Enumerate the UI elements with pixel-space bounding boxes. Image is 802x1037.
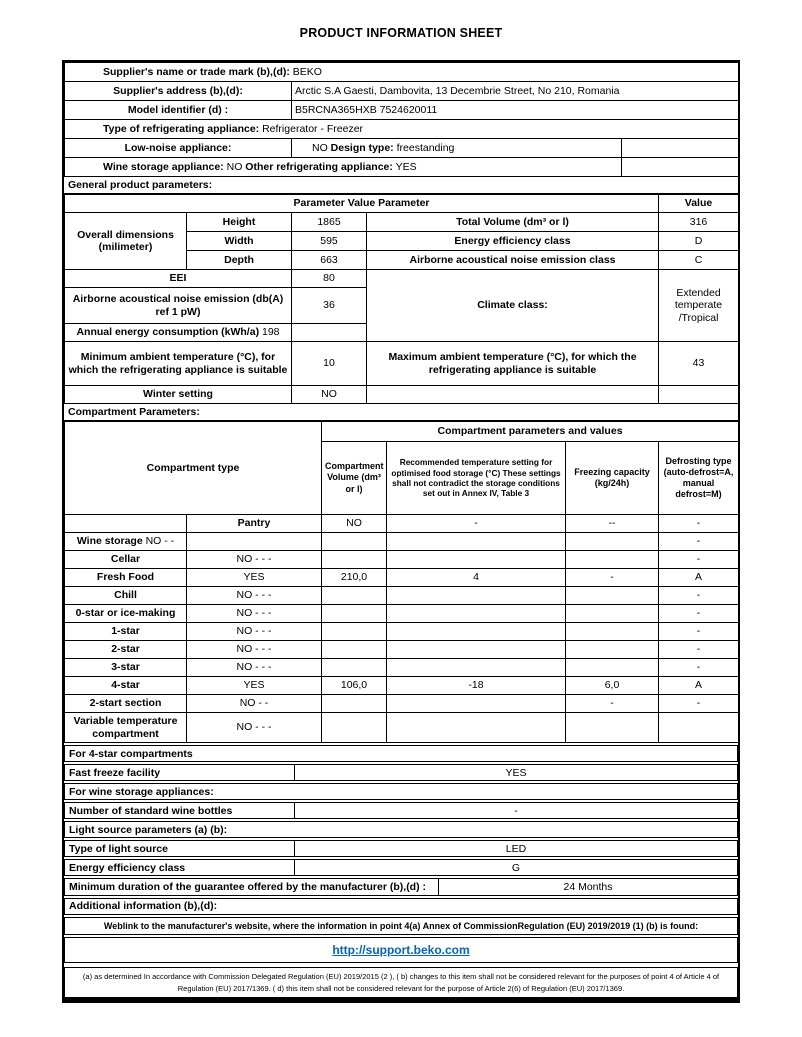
compartment-freezing (566, 605, 659, 623)
compartment-volume: 210,0 (322, 569, 387, 587)
wine-bottles-value: - (514, 804, 518, 817)
compartment-volume: 106,0 (322, 677, 387, 695)
compartment-group-header: Compartment parameters and values (322, 422, 739, 442)
compartment-volume-header: Compartment Volume (dm³ or l) (322, 442, 387, 515)
product-sheet (62, 60, 740, 1003)
model-identifier-row (65, 101, 739, 120)
compartment-row-wine-storage (65, 533, 739, 551)
design-type-label: Design type: (330, 141, 394, 154)
annual-energy-value: 198 (261, 326, 280, 339)
compartment-freezing: 6,0 (566, 677, 659, 695)
supplier-address-value: Arctic S.A Gaesti, Dambovita, 13 Decembrie Street, No 210, Romania (292, 82, 739, 101)
compartment-freezing (566, 713, 659, 743)
compartment-temp: 4 (387, 569, 566, 587)
compartment-flag (187, 533, 322, 551)
general-header-row (65, 195, 739, 213)
compartment-freezing (566, 623, 659, 641)
compartment-freezing (566, 533, 659, 551)
width-value: 595 (292, 232, 367, 251)
compartment-defrost: - (659, 533, 739, 551)
compartment-defrost (659, 713, 739, 743)
eei-row (65, 270, 739, 288)
compartment-flag: NO - - - (187, 605, 322, 623)
ambient-temperature-row (65, 342, 739, 386)
compartment-freezing (566, 659, 659, 677)
compartment-volume (322, 659, 387, 677)
supplier-name-row (65, 63, 739, 82)
appliance-type-cell (65, 120, 739, 139)
eei-label: EEI (65, 270, 292, 288)
width-label: Width (187, 232, 292, 251)
compartment-name: Chill (65, 587, 187, 605)
page-title: PRODUCT INFORMATION SHEET (299, 26, 503, 40)
supplier-name-value: BEKO (292, 65, 322, 78)
weblink-text-row (64, 917, 738, 935)
compartment-temp: - (387, 515, 566, 533)
compartment-flag: NO - - - (187, 551, 322, 569)
four-star-section-row (64, 745, 738, 762)
compartment-volume (322, 587, 387, 605)
appliance-type-label: Type of refrigerating appliance: (103, 122, 260, 135)
compartment-volume: NO (322, 515, 387, 533)
supplier-address-row (65, 82, 739, 101)
winter-setting-row (65, 386, 739, 404)
compartment-temp (387, 659, 566, 677)
compartment-row-variable-temp (65, 713, 739, 743)
annual-energy-label: Annual energy consumption (kWh/a) (76, 326, 260, 339)
compartment-temp (387, 695, 566, 713)
compartment-flag: NO - - - (187, 641, 322, 659)
compartment-defrost: - (659, 605, 739, 623)
compartment-freezing (566, 551, 659, 569)
compartment-name: 2-start section (65, 695, 187, 713)
wine-section-row (64, 783, 738, 800)
compartment-volume (322, 695, 387, 713)
climate-class-label: Climate class: (367, 270, 659, 342)
compartment-volume (322, 551, 387, 569)
empty-cell (622, 158, 739, 177)
max-ambient-temp-value: 43 (659, 342, 739, 386)
model-identifier-label: Model identifier (d) : (65, 101, 292, 120)
max-ambient-temp-label: Maximum ambient temperature (°C), for which the refrigerating appliance is suitable (367, 342, 659, 386)
compartment-temp (387, 533, 566, 551)
other-appliance-label: Other refrigerating appliance: (245, 160, 393, 173)
compartment-flag: Pantry (187, 515, 322, 533)
compartment-defrost: - (659, 587, 739, 605)
low-noise-value-cell (292, 139, 622, 158)
compartment-temp: -18 (387, 677, 566, 695)
compartment-row-chill (65, 587, 739, 605)
compartment-name: 1-star (65, 623, 187, 641)
fast-freeze-label: Fast freeze facility (65, 765, 295, 780)
light-section-row (64, 821, 738, 838)
compartment-row-2-start-section (65, 695, 739, 713)
compartment-row-4-star (65, 677, 739, 695)
weblink-text: Weblink to the manufacturer's website, where the information in point 4(a) Annex of CommissionRegulation (EU) 2019/2019 (1) (b) is found: (103, 920, 699, 931)
compartment-name: 2-star (65, 641, 187, 659)
compartment-row-2-star (65, 641, 739, 659)
footnote: (a) as determined In accordance with Commission Delegated Regulation (EU) 2019/2015 (2 ), ( b) changes to this item shall not be considered relevant for the purposes of point 4 of Article 4 of Regulation (EU) 2017/1369. ( d) this item shall not be considered relevant for the purpose of Article 2(6) of Regulation (EU) 2017/1369. (64, 967, 738, 998)
acoustic-noise-label: Airborne acoustical noise emission (db(A) ref 1 pW) (65, 288, 292, 324)
compartment-temp (387, 587, 566, 605)
compartment-defrost: A (659, 677, 739, 695)
compartment-row-3-star (65, 659, 739, 677)
compartment-name-label: Wine storage (76, 535, 143, 548)
compartment-row-0-star (65, 605, 739, 623)
compartment-defrost: - (659, 695, 739, 713)
compartment-freezing: - (566, 569, 659, 587)
freezing-capacity-header: Freezing capacity (kg/24h) (566, 442, 659, 515)
light-class-row (64, 859, 738, 876)
compartment-name (65, 515, 187, 533)
empty-cell (367, 386, 659, 404)
total-volume-label: Total Volume (dm³ or l) (367, 213, 659, 232)
compartment-name: Cellar (65, 551, 187, 569)
design-type-value: freestanding (396, 141, 455, 154)
compartment-row-cellar (65, 551, 739, 569)
compartment-temp (387, 713, 566, 743)
light-type-row (64, 840, 738, 857)
height-label: Height (187, 213, 292, 232)
supplier-address-label: Supplier's address (b),(d): (65, 82, 292, 101)
weblink-row (64, 937, 738, 963)
wine-storage-label: Wine storage appliance: (103, 160, 224, 173)
compartment-defrost: - (659, 515, 739, 533)
empty-cell (659, 386, 739, 404)
appliance-type-value: Refrigerator - Freezer (262, 122, 364, 135)
fast-freeze-value: YES (505, 766, 527, 779)
compartment-name (65, 533, 187, 551)
depth-value: 663 (292, 251, 367, 270)
low-noise-row (65, 139, 739, 158)
energy-class-value: D (659, 232, 739, 251)
compartment-name: 3-star (65, 659, 187, 677)
compartment-volume (322, 641, 387, 659)
compartment-row-pantry (65, 515, 739, 533)
four-star-section-title: For 4-star compartments (69, 747, 193, 760)
compartment-row-fresh-food (65, 569, 739, 587)
compartment-defrost: A (659, 569, 739, 587)
compartment-temp-header: Recommended temperature setting for optimised food storage (°C) These settings shall not contradict the storage conditions set out in Annex IV, Table 3 (387, 442, 566, 515)
compartment-flag: NO - - - (187, 713, 322, 743)
total-volume-value: 316 (659, 213, 739, 232)
light-type-value: LED (505, 842, 527, 855)
compartment-name: 0-star or ice-making (65, 605, 187, 623)
compartment-flag: NO - - - (187, 623, 322, 641)
appliance-type-row (65, 120, 739, 139)
compartment-freezing (566, 641, 659, 659)
compartment-volume (322, 605, 387, 623)
min-ambient-temp-value: 10 (292, 342, 367, 386)
compartment-section-title: Compartment Parameters: (64, 404, 738, 421)
compartment-freezing: - (566, 695, 659, 713)
supplier-name-cell (65, 63, 739, 82)
compartment-freezing: -- (566, 515, 659, 533)
wine-bottles-label: Number of standard wine bottles (65, 803, 295, 818)
annual-energy-cell (65, 324, 292, 342)
light-section-title: Light source parameters (a) (b): (69, 823, 228, 836)
light-class-value: G (511, 861, 521, 874)
empty-cell (622, 139, 739, 158)
fast-freeze-row (64, 764, 738, 781)
compartment-defrost: - (659, 623, 739, 641)
low-noise-label: Low-noise appliance: (65, 139, 292, 158)
additional-info-title: Additional information (b),(d): (69, 900, 218, 912)
compartment-volume (322, 533, 387, 551)
empty-cell (292, 324, 367, 342)
compartment-defrost: - (659, 641, 739, 659)
compartment-flag: YES (187, 569, 322, 587)
winter-setting-label: Winter setting (65, 386, 292, 404)
additional-info-row (64, 898, 738, 915)
guarantee-label: Minimum duration of the guarantee offered by the manufacturer (b),(d) : (65, 879, 439, 894)
winter-setting-value: NO (292, 386, 367, 404)
compartment-name: Variable temperature compartment (65, 713, 187, 743)
compartment-temp (387, 623, 566, 641)
compartment-header-row-1 (65, 422, 739, 442)
compartment-name: Fresh Food (65, 569, 187, 587)
compartment-row-1-star (65, 623, 739, 641)
supplier-name-label: Supplier's name or trade mark (b),(d): (103, 65, 290, 78)
compartment-defrost: - (659, 551, 739, 569)
value-header: Value (659, 195, 739, 213)
compartment-flag: NO - - - (187, 587, 322, 605)
min-ambient-temp-label: Minimum ambient temperature (°C), for which the refrigerating appliance is suitable (65, 342, 292, 386)
wine-section-title: For wine storage appliances: (69, 785, 214, 798)
compartment-freezing (566, 587, 659, 605)
compartment-volume (322, 713, 387, 743)
compartment-temp (387, 551, 566, 569)
light-class-label: Energy efficiency class (65, 860, 295, 875)
energy-class-label: Energy efficiency class (367, 232, 659, 251)
depth-label: Depth (187, 251, 292, 270)
light-type-label: Type of light source (65, 841, 295, 856)
compartment-volume (322, 623, 387, 641)
overall-dimensions-label: Overall dimensions (milimeter) (65, 213, 187, 270)
general-section-title: General product parameters: (64, 177, 738, 194)
wine-storage-appliance-row (65, 158, 739, 177)
noise-class-label: Airborne acoustical noise emission class (367, 251, 659, 270)
compartment-defrost: - (659, 659, 739, 677)
compartment-temp (387, 641, 566, 659)
compartment-name-extra: NO - - (145, 535, 175, 548)
other-appliance-value: YES (395, 160, 417, 173)
parameter-header: Parameter Value Parameter (65, 195, 659, 213)
wine-bottles-row (64, 802, 738, 819)
compartment-flag: NO - - (187, 695, 322, 713)
compartment-type-header: Compartment type (65, 422, 322, 515)
compartment-table (64, 421, 739, 743)
compartment-flag: NO - - - (187, 659, 322, 677)
guarantee-row (64, 878, 738, 895)
dimension-row-height (65, 213, 739, 232)
eei-value: 80 (292, 270, 367, 288)
low-noise-value: NO (312, 141, 328, 154)
wine-storage-appliance-cell (65, 158, 622, 177)
compartment-name: 4-star (65, 677, 187, 695)
supplier-table (64, 62, 739, 177)
model-identifier-value: B5RCNA365HXB 7524620011 (292, 101, 739, 120)
height-value: 1865 (292, 213, 367, 232)
compartment-temp (387, 605, 566, 623)
guarantee-value: 24 Months (563, 880, 613, 893)
general-table (64, 194, 739, 404)
defrosting-type-header: Defrosting type (auto-defrost=A, manual defrost=M) (659, 442, 739, 515)
weblink-url[interactable]: http://support.beko.com (332, 942, 470, 957)
noise-class-value: C (659, 251, 739, 270)
acoustic-noise-value: 36 (292, 288, 367, 324)
climate-class-value: Extended temperate /Tropical (659, 270, 739, 342)
compartment-flag: YES (187, 677, 322, 695)
wine-storage-value: NO (226, 160, 243, 173)
